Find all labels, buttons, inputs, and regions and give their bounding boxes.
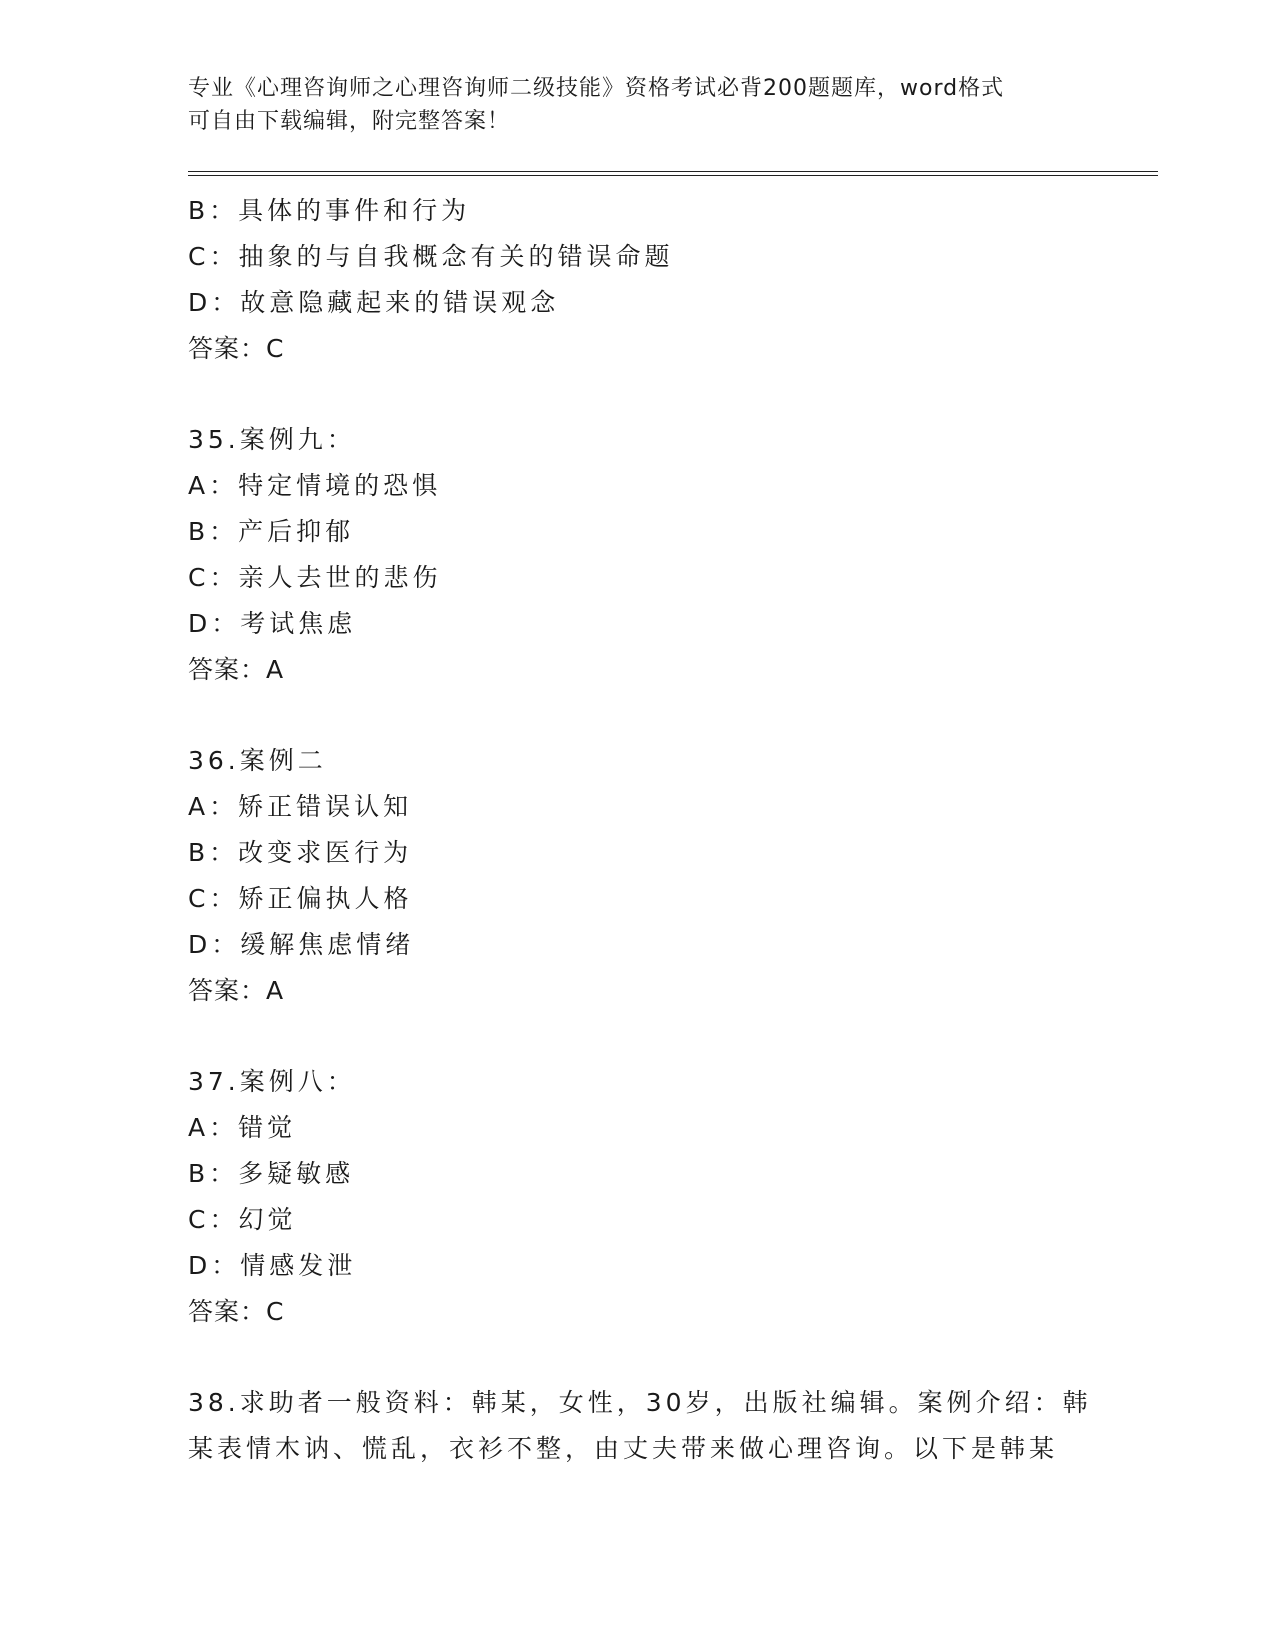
document-header <box>188 72 1088 138</box>
spacer <box>188 372 1088 417</box>
answer-line: 答案：A <box>188 655 285 684</box>
option-d: D：情感发泄 <box>188 1251 357 1280</box>
header-divider-bottom <box>188 175 1158 176</box>
question-stem: 36.案例二 <box>188 746 327 775</box>
spacer <box>188 1335 1088 1380</box>
answer-line: 答案：C <box>188 334 285 363</box>
option-c: C：抽象的与自我概念有关的错误命题 <box>188 242 674 271</box>
header-divider-top <box>188 171 1158 172</box>
option-b: B：具体的事件和行为 <box>188 196 471 225</box>
option-d: D：故意隐藏起来的错误观念 <box>188 288 560 317</box>
answer-line: 答案：A <box>188 976 285 1005</box>
option-a: A：矫正错误认知 <box>188 792 413 821</box>
question-stem: 37.案例八： <box>188 1067 356 1096</box>
question-34-tail <box>188 188 1088 372</box>
option-b: B：多疑敏感 <box>188 1159 355 1188</box>
question-stem: 35.案例九： <box>188 425 356 454</box>
option-c: C：矫正偏执人格 <box>188 884 413 913</box>
option-d: D：考试焦虑 <box>188 609 357 638</box>
option-b: B：产后抑郁 <box>188 517 355 546</box>
question-37 <box>188 1059 1088 1335</box>
option-a: A：错觉 <box>188 1113 297 1142</box>
option-d: D：缓解焦虑情绪 <box>188 930 415 959</box>
header-line-1: 专业《心理咨询师之心理咨询师二级技能》资格考试必背200题题库，word格式 <box>188 76 1005 101</box>
question-35 <box>188 417 1088 693</box>
option-c: C：幻觉 <box>188 1205 297 1234</box>
question-38-line-2: 某表情木讷、慌乱，衣衫不整，由丈夫带来做心理咨询。以下是韩某 <box>188 1434 1059 1463</box>
option-b: B：改变求医行为 <box>188 838 413 867</box>
question-36 <box>188 738 1088 1014</box>
question-38-line-1: 38.求助者一般资料：韩某，女性，30岁，出版社编辑。案例介绍：韩 <box>188 1388 1092 1417</box>
question-list <box>188 188 1092 1472</box>
spacer <box>188 693 1088 738</box>
header-line-2: 可自由下载编辑，附完整答案！ <box>188 109 511 134</box>
spacer <box>188 1014 1088 1059</box>
option-c: C：亲人去世的悲伤 <box>188 563 442 592</box>
question-38 <box>188 1380 1092 1472</box>
option-a: A：特定情境的恐惧 <box>188 471 442 500</box>
answer-line: 答案：C <box>188 1297 285 1326</box>
